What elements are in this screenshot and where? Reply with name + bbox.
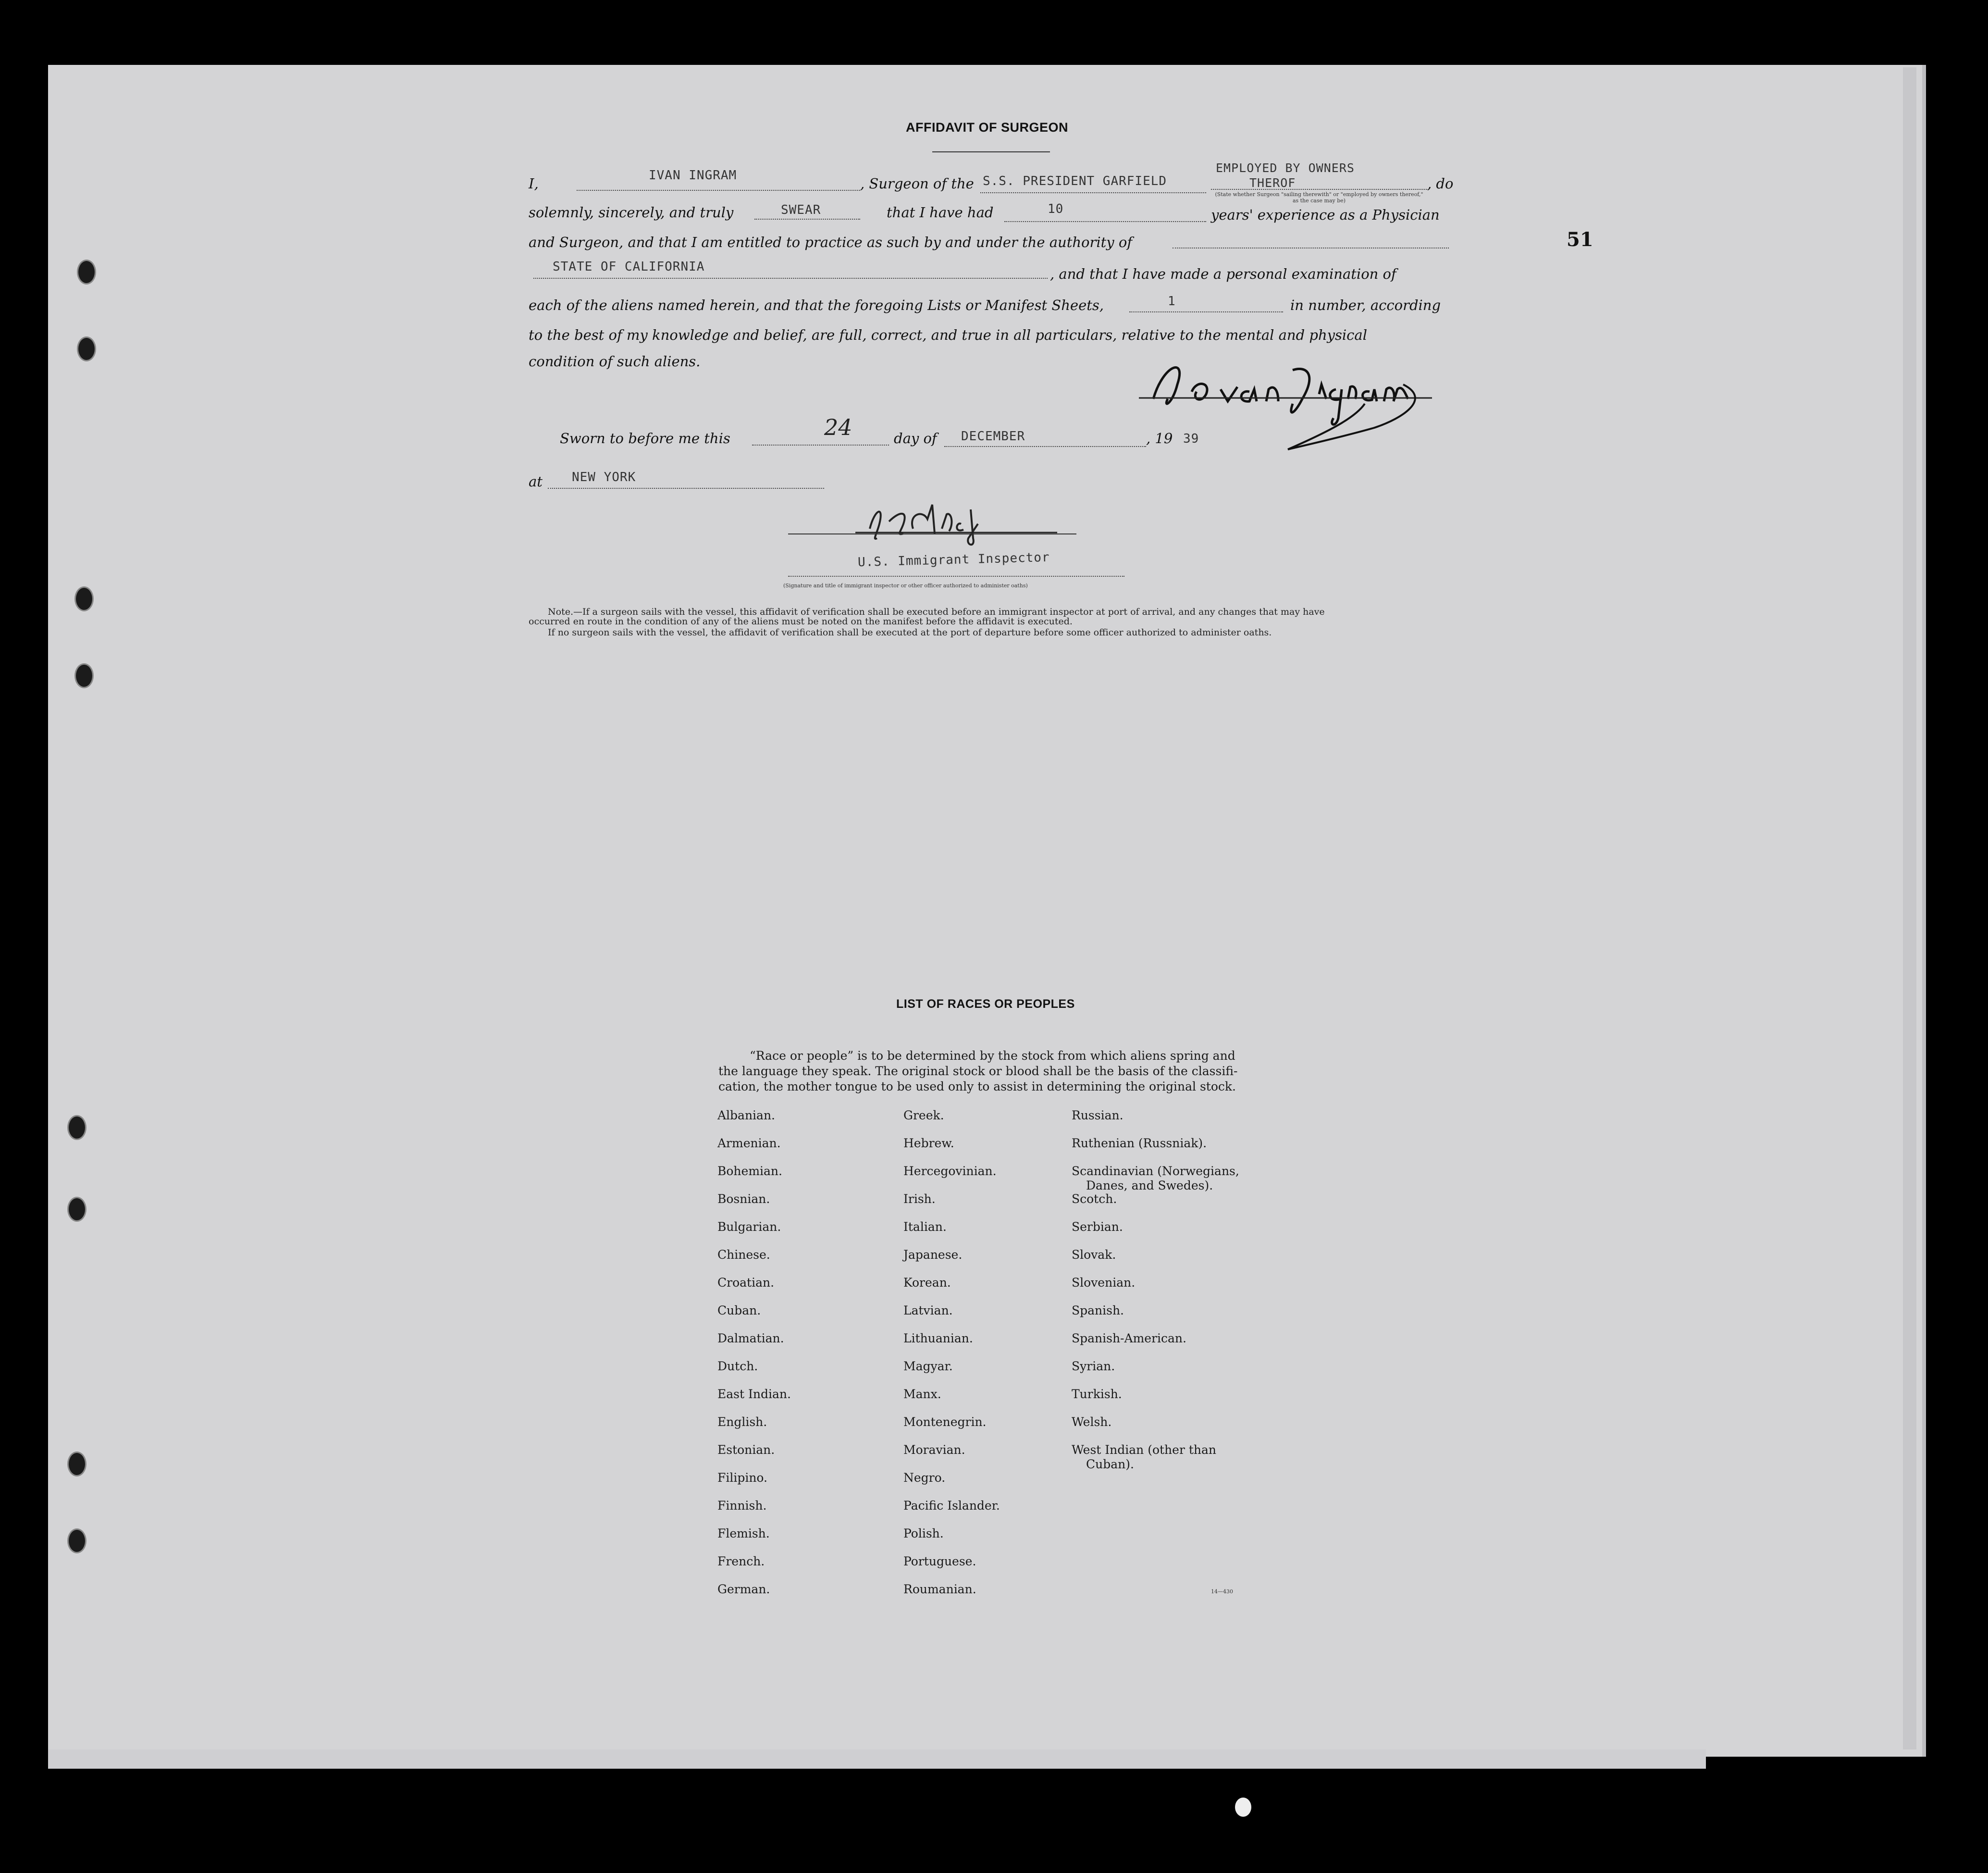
- races-desc-line1: “Race or people” is to be determined by the stock from which aliens spring and: [750, 1049, 1235, 1063]
- officer-hint: (Signature and title of immigrant inspector or other officer authorized to administer oaths): [783, 583, 1028, 589]
- race-item: Bohemian.: [717, 1164, 782, 1178]
- race-item: West Indian (other than: [1072, 1443, 1217, 1457]
- employment-hint: (State whether Surgeon "sailing therewith" or "employed by owners thereof," as the case may be): [1215, 191, 1423, 204]
- sheets-fill-line: [1129, 307, 1283, 312]
- race-item: Armenian.: [717, 1136, 781, 1150]
- form-number: 14—430: [1211, 1588, 1233, 1595]
- race-item: Croatian.: [717, 1276, 775, 1290]
- race-item: Danes, and Swedes).: [1086, 1178, 1213, 1192]
- officer-title-rule: [788, 572, 1124, 577]
- binder-hole: [77, 336, 96, 361]
- race-item: Estonian.: [717, 1443, 775, 1457]
- race-item: Ruthenian (Russniak).: [1072, 1136, 1207, 1150]
- race-item: Cuban.: [717, 1303, 761, 1317]
- race-item: Cuban).: [1086, 1457, 1134, 1471]
- line6: to the best of my knowledge and belief, are full, correct, and true in all particulars, relative to the mental and physical: [529, 327, 1367, 343]
- race-item: Scotch.: [1072, 1192, 1117, 1206]
- line5-suffix: in number, according: [1290, 297, 1441, 313]
- race-item: Spanish-American.: [1072, 1331, 1186, 1345]
- sheets-value: 1: [1168, 294, 1176, 309]
- authority-fill-line-1: [1173, 243, 1449, 248]
- note-line1: Note.—If a surgeon sails with the vessel, this affidavit of verification shall be executed before an immigrant inspector at port of arrival, and any changes that may have: [548, 607, 1325, 617]
- race-item: Slovak.: [1072, 1248, 1116, 1262]
- race-item: Manx.: [903, 1387, 941, 1401]
- race-item: Syrian.: [1072, 1359, 1115, 1373]
- officer-signature: [788, 495, 1086, 550]
- race-item: Magyar.: [903, 1359, 953, 1373]
- race-item: Finnish.: [717, 1499, 767, 1513]
- race-item: Dalmatian.: [717, 1331, 784, 1345]
- binder-hole: [67, 1115, 86, 1140]
- employment-line2: THEROF: [1249, 176, 1296, 190]
- race-item: Korean.: [903, 1276, 951, 1290]
- race-item: Hercegovinian.: [903, 1164, 997, 1178]
- page-bottom-edge: [48, 1749, 1706, 1769]
- race-item: Scandinavian (Norwegians,: [1072, 1164, 1239, 1178]
- sworn-prefix: Sworn to before me this: [560, 430, 730, 447]
- race-item: Turkish.: [1072, 1387, 1122, 1401]
- race-item: Portuguese.: [903, 1554, 976, 1568]
- at-label: at: [529, 473, 543, 490]
- line1-suffix: , do: [1427, 175, 1454, 192]
- years-value: 10: [1048, 202, 1064, 216]
- race-item: English.: [717, 1415, 767, 1429]
- race-item: Latvian.: [903, 1303, 953, 1317]
- authority-value: STATE OF CALIFORNIA: [553, 260, 705, 274]
- day-value: 24: [824, 414, 852, 440]
- race-item: Hebrew.: [903, 1136, 954, 1150]
- race-item: Serbian.: [1072, 1220, 1123, 1234]
- race-item: Flemish.: [717, 1526, 770, 1540]
- page-number: 51: [1567, 228, 1593, 251]
- note-line2: occurred en route in the condition of any of the aliens must be noted on the manifest before the affidavit is executed.: [529, 616, 1073, 627]
- line5-prefix: each of the aliens named herein, and that the foregoing Lists or Manifest Sheets,: [529, 297, 1104, 313]
- race-item: Albanian.: [717, 1108, 776, 1122]
- race-item: Dutch.: [717, 1359, 758, 1373]
- month-value: DECEMBER: [961, 429, 1025, 444]
- race-item: French.: [717, 1554, 765, 1568]
- race-item: Chinese.: [717, 1248, 770, 1262]
- binder-hole: [67, 1197, 86, 1222]
- surgeon-signature: [1134, 346, 1446, 457]
- binder-hole: [74, 586, 94, 611]
- vessel-name: S.S. PRESIDENT GARFIELD: [983, 174, 1167, 188]
- line1-mid: , Surgeon of the: [860, 175, 974, 192]
- line2-suffix: years' experience as a Physician: [1211, 207, 1440, 223]
- race-item: East Indian.: [717, 1387, 791, 1401]
- races-title: LIST OF RACES OR PEOPLES: [896, 997, 1075, 1011]
- race-item: Japanese.: [903, 1248, 963, 1262]
- race-item: Irish.: [903, 1192, 936, 1206]
- race-item: Russian.: [1072, 1108, 1124, 1122]
- oath-value: SWEAR: [781, 203, 821, 217]
- race-item: Pacific Islander.: [903, 1499, 1000, 1513]
- place-value: NEW YORK: [572, 470, 636, 484]
- race-item: Moravian.: [903, 1443, 965, 1457]
- race-item: Slovenian.: [1072, 1276, 1136, 1290]
- years-fill-line: [1004, 216, 1206, 222]
- race-item: German.: [717, 1582, 770, 1596]
- paper-speck: [1235, 1798, 1251, 1817]
- race-item: Bosnian.: [717, 1192, 770, 1206]
- binder-hole: [67, 1528, 86, 1553]
- race-item: Negro.: [903, 1471, 946, 1485]
- officer-rule: [788, 529, 1076, 534]
- day-of-label: day of: [894, 430, 937, 447]
- line2-mid: that I have had: [887, 204, 994, 221]
- race-item: Montenegrin.: [903, 1415, 987, 1429]
- day-fill-line: [752, 440, 889, 446]
- officer-title: U.S. Immigrant Inspector: [857, 550, 1050, 570]
- surgeon-name: IVAN INGRAM: [649, 168, 737, 183]
- race-item: Filipino.: [717, 1471, 767, 1485]
- employment-fill-line: [1211, 185, 1427, 190]
- races-desc-line2: the language they speak. The original stock or blood shall be the basis of the classifi-: [718, 1064, 1238, 1078]
- binder-hole: [74, 663, 94, 688]
- year-prefix: , 19: [1146, 430, 1173, 447]
- races-desc-line3: cation, the mother tongue to be used only to assist in determining the original stock.: [718, 1079, 1236, 1093]
- race-item: Roumanian.: [903, 1582, 976, 1596]
- race-item: Polish.: [903, 1526, 944, 1540]
- page-edge: [1903, 67, 1916, 1749]
- race-item: Bulgarian.: [717, 1220, 781, 1234]
- binder-hole: [77, 260, 96, 285]
- line7: condition of such aliens.: [529, 353, 701, 370]
- employment-line1: EMPLOYED BY OWNERS: [1216, 161, 1355, 175]
- race-item: Spanish.: [1072, 1303, 1124, 1317]
- binder-hole: [67, 1451, 86, 1476]
- name-fill-line: [577, 185, 860, 191]
- race-item: Lithuanian.: [903, 1331, 973, 1345]
- title-rule: [932, 151, 1050, 152]
- line1-prefix: I,: [529, 175, 539, 192]
- affidavit-title: AFFIDAVIT OF SURGEON: [906, 120, 1068, 135]
- race-item: Greek.: [903, 1108, 944, 1122]
- year-suffix: 39: [1183, 432, 1199, 446]
- line2-prefix: solemnly, sincerely, and truly: [529, 204, 734, 221]
- note-line3: If no surgeon sails with the vessel, the affidavit of verification shall be executed at the port of departure before some officer authorized to administer oaths.: [548, 627, 1272, 638]
- race-item: Italian.: [903, 1220, 947, 1234]
- line4-suffix: , and that I have made a personal examination of: [1050, 266, 1396, 282]
- race-item: Welsh.: [1072, 1415, 1112, 1429]
- line3: and Surgeon, and that I am entitled to practice as such by and under the authority of: [529, 234, 1133, 250]
